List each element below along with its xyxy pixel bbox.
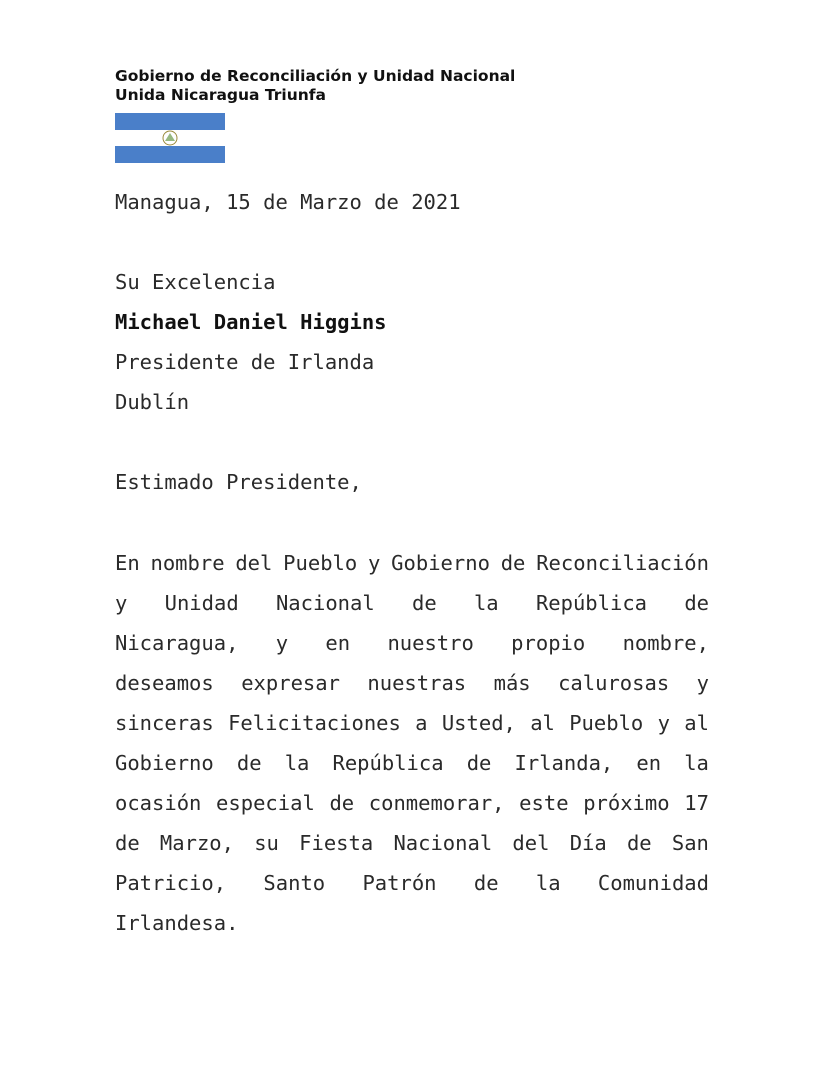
body-word: de bbox=[500, 551, 526, 575]
body-word: y bbox=[275, 631, 289, 655]
body-word: del bbox=[512, 831, 550, 855]
body-word: de bbox=[684, 591, 709, 615]
body-word: nombre bbox=[150, 551, 225, 575]
body-word: República bbox=[535, 591, 648, 615]
body-word: más bbox=[493, 671, 531, 695]
recipient-name: Michael Daniel Higgins bbox=[115, 310, 387, 334]
body-line bbox=[115, 589, 709, 629]
body-word: San bbox=[671, 831, 709, 855]
body-line bbox=[115, 709, 709, 749]
body-word: de bbox=[115, 831, 140, 855]
body-word: 17 bbox=[684, 791, 709, 815]
letterhead bbox=[115, 67, 515, 105]
nicaragua-flag-icon bbox=[115, 113, 225, 163]
body-word: Día bbox=[569, 831, 607, 855]
body-word: Nicaragua, bbox=[115, 631, 239, 655]
body-word: de bbox=[473, 871, 499, 895]
body-word: Santo bbox=[263, 871, 326, 895]
greeting: Estimado Presidente, bbox=[115, 470, 362, 494]
body-word: y bbox=[657, 711, 670, 735]
body-word: nuestras bbox=[367, 671, 467, 695]
body-word: sinceras bbox=[115, 711, 214, 735]
body-word: al bbox=[684, 711, 709, 735]
body-word: Usted, bbox=[441, 711, 516, 735]
body-word: del bbox=[235, 551, 273, 575]
body-word: República bbox=[332, 751, 444, 775]
body-word: la bbox=[284, 751, 310, 775]
body-line bbox=[115, 909, 709, 949]
body-word: su bbox=[254, 831, 279, 855]
body-word: de bbox=[466, 751, 492, 775]
body-word: Reconciliación bbox=[536, 551, 709, 575]
body-word: de bbox=[626, 831, 652, 855]
body-word: en bbox=[636, 751, 662, 775]
body-word: y bbox=[115, 591, 128, 615]
body-word: nuestro bbox=[387, 631, 474, 655]
body-word: próximo bbox=[583, 791, 670, 815]
body-word: Pueblo bbox=[569, 711, 644, 735]
body-word: expresar bbox=[241, 671, 340, 695]
body-word: Comunidad bbox=[597, 871, 709, 895]
body-word: la bbox=[473, 591, 499, 615]
body-word: Irlanda, bbox=[514, 751, 614, 775]
body-word: Unidad bbox=[164, 591, 239, 615]
body-word: la bbox=[684, 751, 709, 775]
body-word: y bbox=[696, 671, 709, 695]
recipient-city: Dublín bbox=[115, 390, 190, 414]
date-line: Managua, 15 de Marzo de 2021 bbox=[115, 190, 461, 214]
recipient-position: Presidente de Irlanda bbox=[115, 350, 375, 374]
body-word: nombre, bbox=[622, 631, 709, 655]
body-word: Felicitaciones bbox=[228, 711, 401, 735]
body-word: de bbox=[236, 751, 262, 775]
salutation-title: Su Excelencia bbox=[115, 270, 276, 294]
body-word: Gobierno bbox=[391, 551, 490, 575]
body-word: especial bbox=[216, 791, 315, 815]
body-word: Fiesta bbox=[299, 831, 374, 855]
body-line bbox=[115, 549, 709, 589]
body-word: propio bbox=[511, 631, 586, 655]
body-line bbox=[115, 869, 709, 909]
body-word: ocasión bbox=[115, 791, 202, 815]
body-line bbox=[115, 669, 709, 709]
letter-body bbox=[115, 549, 709, 949]
letterhead-government-name: Gobierno de Reconciliación y Unidad Nacional bbox=[115, 67, 516, 85]
body-word: este bbox=[519, 791, 569, 815]
body-word: calurosas bbox=[558, 671, 670, 695]
body-word: de bbox=[329, 791, 355, 815]
body-word: a bbox=[415, 711, 428, 735]
body-word: y bbox=[368, 551, 381, 575]
body-word: Gobierno bbox=[115, 751, 214, 775]
body-word: Nacional bbox=[393, 831, 493, 855]
body-word: Pueblo bbox=[283, 551, 358, 575]
body-word: Marzo, bbox=[159, 831, 234, 855]
body-word: Patricio, bbox=[115, 871, 227, 895]
body-line bbox=[115, 629, 709, 669]
body-line bbox=[115, 789, 709, 829]
body-word: al bbox=[530, 711, 555, 735]
body-word: la bbox=[535, 871, 561, 895]
body-word: Irlandesa. bbox=[115, 911, 239, 935]
body-word: en bbox=[325, 631, 351, 655]
body-word: conmemorar, bbox=[368, 791, 505, 815]
body-word: de bbox=[412, 591, 437, 615]
body-line bbox=[115, 749, 709, 789]
body-word: En bbox=[115, 551, 140, 575]
letterhead-slogan: Unida Nicaragua Triunfa bbox=[115, 86, 327, 104]
body-word: Patrón bbox=[362, 871, 437, 895]
body-line bbox=[115, 829, 709, 869]
body-word: Nacional bbox=[275, 591, 375, 615]
body-word: deseamos bbox=[115, 671, 214, 695]
